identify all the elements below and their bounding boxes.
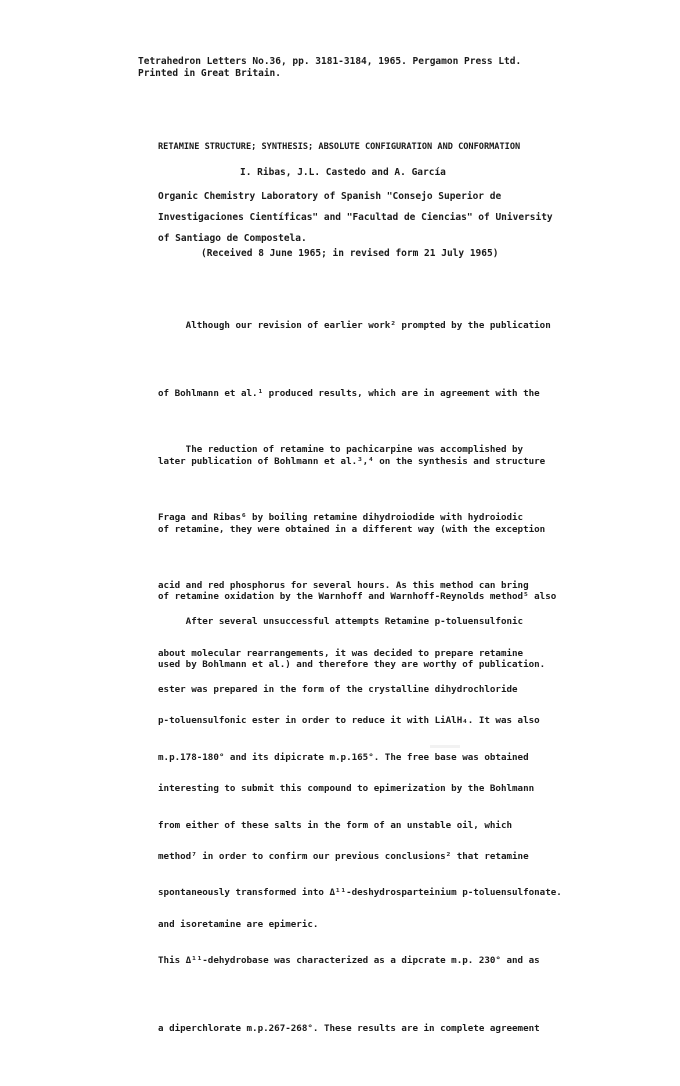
text-line: spontaneously transformed into Δ¹¹-deshydrosparteinium p-toluensulfonate. [158,887,562,899]
text-line: of Bohlmann et al.¹ produced results, which are in agreement with the [158,387,540,399]
received-dates: (Received 8 June 1965; in revised form 21 July 1965) [201,248,499,259]
text-line: about molecular rearrangements, it was decided to prepare retamine [158,647,524,659]
text-line: method⁷ in order to confirm our previous conclusions² that retamine [158,850,529,862]
text-line: a diperchlorate m.p.267-268°. These results are in complete agreement [158,1022,540,1034]
text-line: from either of these salts in the form of an unstable oil, which [158,819,513,831]
text-line: used by Bohlmann et al.) and therefore they are worthy of publication. [158,659,546,671]
affiliation-line: Investigaciones Científicas" and "Facultad de Ciencias" of University [158,212,553,223]
authors: I. Ribas, J.L. Castedo and A. García [240,167,446,178]
text-line: ester was prepared in the form of the crystalline dihydrochloride [158,683,518,695]
text-line: interesting to submit this compound to epimerization by the Bohlmann [158,783,535,795]
text-line: Fraga and Ribas⁶ by boiling retamine dihydroiodide with hydroiodic [158,511,524,523]
article-title: RETAMINE STRUCTURE; SYNTHESIS; ABSOLUTE CONFIGURATION AND CONFORMATION [158,142,521,152]
scan-smudge [430,745,460,748]
text-line: of retamine, they were obtained in a different way (with the exception [158,523,546,535]
text-line: The reduction of retamine to pachicarpine was accomplished by [158,444,524,456]
affiliation-line: of Santiago de Compostela. [158,233,307,244]
affiliation-line: Organic Chemistry Laboratory of Spanish "Consejo Superior de [158,191,502,202]
printed-in: Printed in Great Britain. [138,68,281,79]
text-line: of retamine oxidation by the Warnhoff and Warnhoff-Reynolds method⁵ also [158,591,557,603]
text-line: Although our revision of earlier work² prompted by the publication [158,320,551,332]
affiliation [158,186,553,249]
journal-citation: Tetrahedron Letters No.36, pp. 3181-3184, 1965. Pergamon Press Ltd. [138,56,522,67]
text-line: After several unsuccessful attempts Retamine p-toluensulfonic [158,616,524,628]
paragraph [158,566,562,1086]
text-line: This Δ¹¹-dehydrobase was characterized as a dipcrate m.p. 230° and as [158,955,540,967]
text-line: later publication of Bohlmann et al.³,⁴ on the synthesis and structure [158,455,546,467]
text-line: and isoretamine are epimeric. [158,918,319,930]
journal-header [138,56,521,80]
text-line: p-toluensulfonic ester in order to reduce it with LiAlH₄. It was also [158,715,540,727]
text-line: m.p.178-180° and its dipicrate m.p.165°. The free base was obtained [158,751,529,763]
text-line: acid and red phosphorus for several hours. As this method can bring [158,579,529,591]
